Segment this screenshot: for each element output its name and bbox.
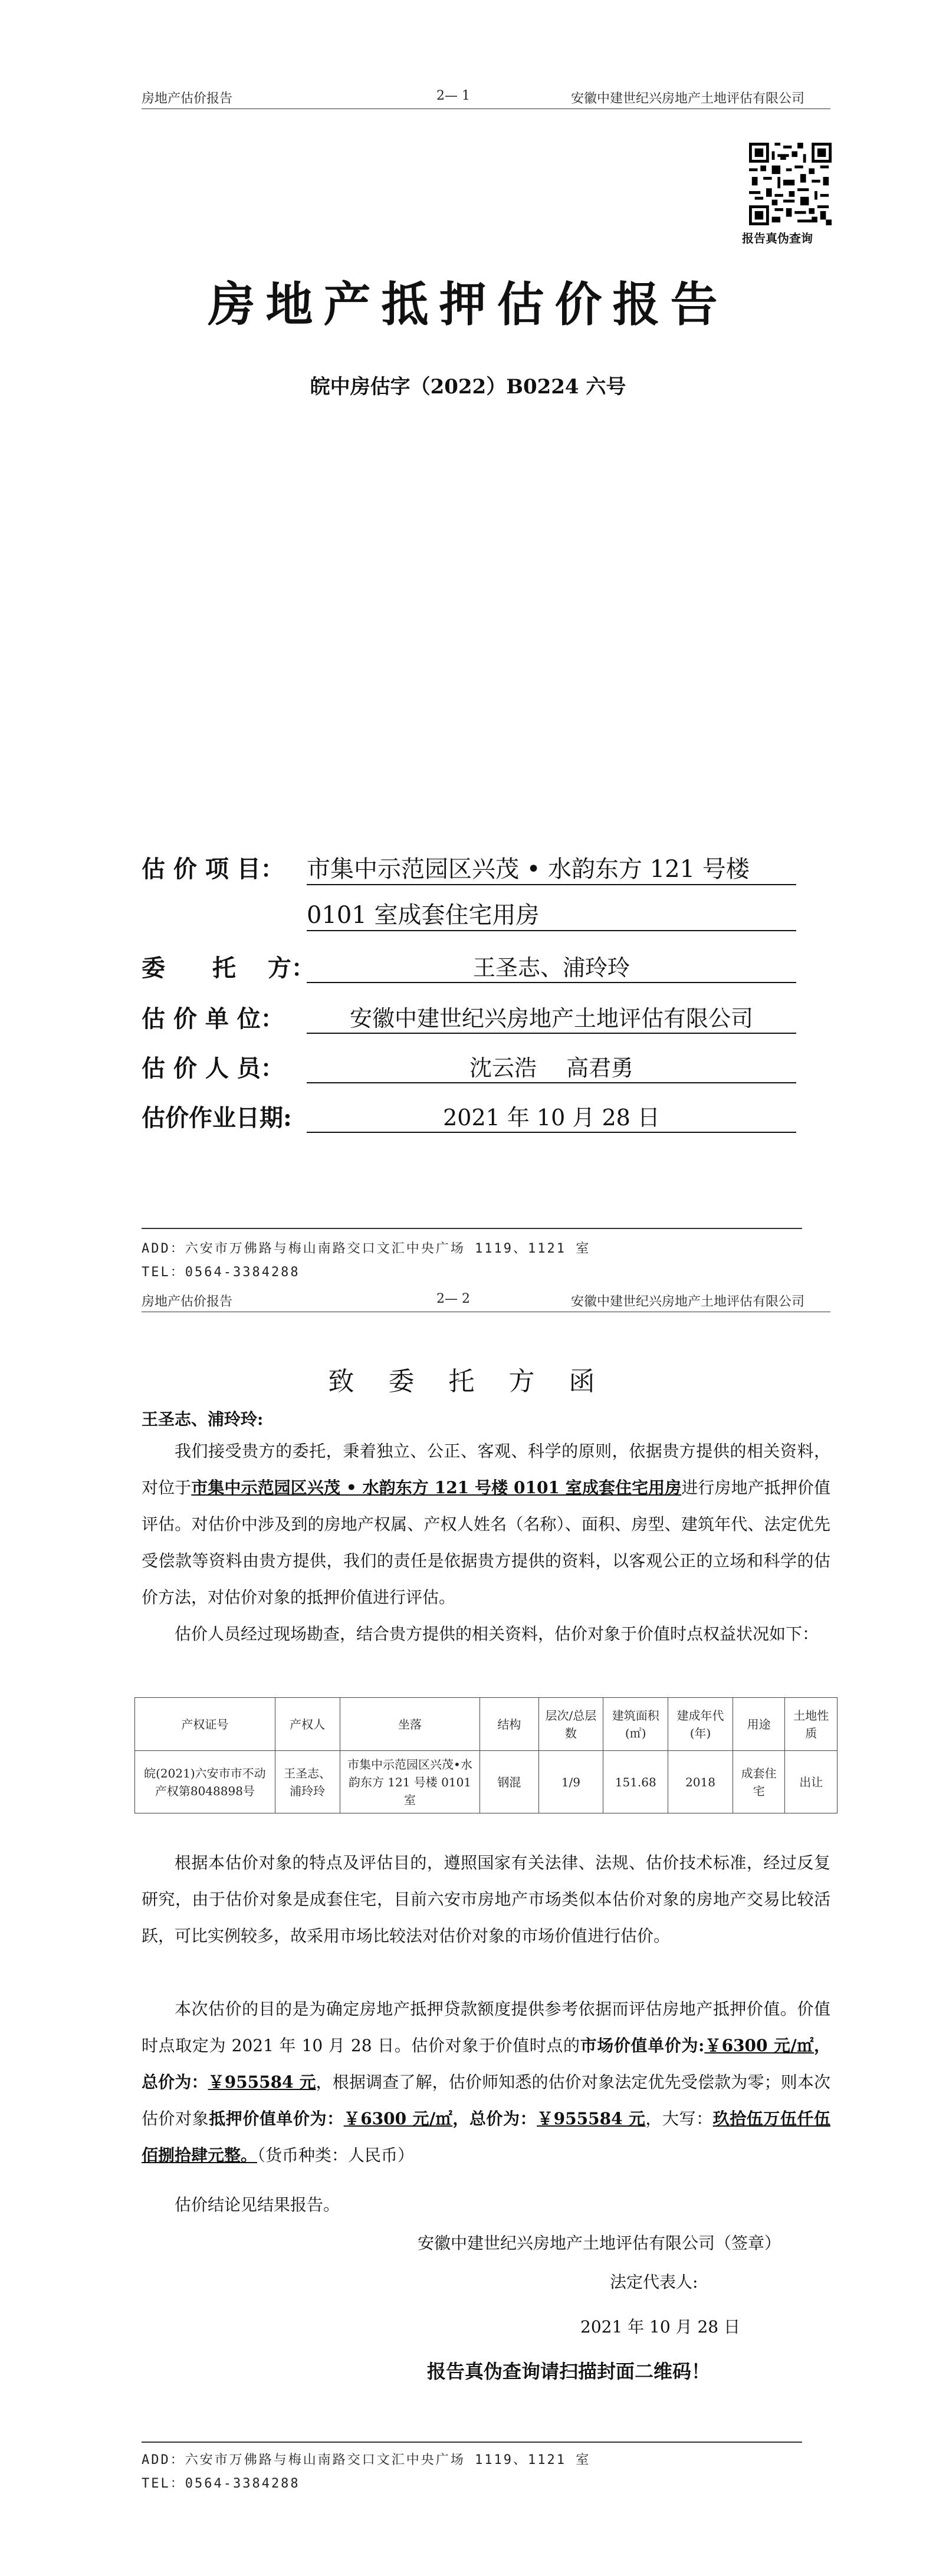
amount-in-words: 玖拾伍万伍仟伍佰捌拾肆元整。 [142, 2109, 830, 2165]
report-number: 皖中房估字（2022）B0224 六号 [310, 375, 626, 399]
mortgage-unit-price: ￥6300 元/㎡ [343, 2109, 453, 2128]
paragraph-3: 根据本估价对象的特点及评估目的，遵照国家有关法律、法规、估价技术标准，经过反复研究，由于估价对象是成套住宅，目前六安市房地产市场类似本估价对象的房地产交易比较活跃，可比实例较多，故采用市场比较法对估价对象的市场价值进行估价。 [142, 1853, 830, 1946]
footer-divider [142, 1228, 802, 1229]
p4-text: 本次估价的目的是为确定房地产抵押贷款额度提供参考依据而评估房地产抵押价值。价值时点取定为 2021 年 10 月 28 日。估价对象于价值时点的 [142, 1999, 830, 2055]
p4-text: ，根据调查了解，估价师知悉的估价对象法定优先受偿款为零 [316, 2072, 764, 2092]
date-value: 2021 年 10 月 28 日 [307, 1099, 796, 1133]
table-row [135, 1751, 838, 1813]
market-unit-price-label: 市场价值单价为: [580, 2036, 705, 2055]
table-header-cell: 建成年代(年) [668, 1698, 733, 1751]
table-cell: 151.68 [603, 1751, 668, 1813]
currency-note: （货币种类：人民币） [257, 2145, 415, 2165]
table-cell: 1/9 [538, 1751, 603, 1813]
salutation: 王圣志、浦玲玲: [142, 1409, 264, 1429]
footer-tel: TEL：0564-3384288 [142, 1265, 300, 1280]
mortgage-unit-price-label: 抵押价值单价为： [209, 2109, 344, 2128]
footer-address: ADD：六安市万佛路与梅山南路交口文汇中央广场 1119、1121 室 [142, 1241, 591, 1256]
unit-value: 安徽中建世纪兴房地产土地评估有限公司 [307, 1000, 796, 1034]
project-value-line2: 0101 室成套住宅用房 [307, 896, 796, 931]
table-cell: 成套住宅 [733, 1751, 784, 1813]
table-header-cell: 产权证号 [135, 1698, 275, 1751]
qr-code-icon [749, 143, 832, 225]
header-right: 安徽中建世纪兴房地产土地评估有限公司 [571, 91, 805, 106]
paragraph-2: 估价人员经过现场勘查，结合贵方提供的相关资料，估价对象于价值时点权益状况如下： [175, 1624, 819, 1644]
table-header-cell: 层次/总层数 [538, 1698, 603, 1751]
p4-text: ，大写： [645, 2109, 713, 2128]
verify-note: 报告真伪查询请扫描封面二维码！ [427, 2360, 711, 2383]
header-left: 房地产估价报告 [142, 91, 233, 106]
table-header-cell: 产权人 [275, 1698, 340, 1751]
table-header-cell: 用途 [733, 1698, 784, 1751]
table-cell: 市集中示范园区兴茂•水韵东方 121 号楼 0101 室 [340, 1751, 480, 1813]
table-header-cell: 土地性质 [785, 1698, 838, 1751]
footer-address: ADD：六安市万佛路与梅山南路交口文汇中央广场 1119、1121 室 [142, 2453, 591, 2467]
table-cell: 出让 [785, 1751, 838, 1813]
table-header-cell: 坐落 [340, 1698, 480, 1751]
paragraph-5: 估价结论见结果报告。 [175, 2195, 340, 2214]
footer-tel: TEL：0564-3384288 [142, 2476, 300, 2491]
header-page-number: 2— 1 [436, 88, 470, 103]
paragraph-1-rest: 进行房地产抵押价值评估。对估价中涉及到的房地产权属、产权人姓名（名称）、面积、房型、建筑年代、法定优先受偿款等资料由贵方提供，我们的责任是依据贵方提供的资料，以客观公正的立场和科学的估价方法，对估价对象的抵押价值进行评估。 [142, 1478, 830, 1607]
p4-text: ；则本次估价对象 [142, 2072, 830, 2128]
date-label: 估价作业日期: [142, 1104, 292, 1132]
table-header-cell: 建筑面积(㎡) [603, 1698, 668, 1751]
signature-date: 2021 年 10 月 28 日 [580, 2317, 741, 2337]
paragraph-1 [142, 1433, 830, 1616]
table-header-row [135, 1698, 838, 1751]
table-cell: 王圣志、浦玲玲 [275, 1751, 340, 1813]
footer-divider [142, 2442, 802, 2443]
property-address: 市集中示范园区兴茂 • 水韵东方 121 号楼 0101 室成套住宅用房 [191, 1478, 682, 1497]
header-page-number: 2— 2 [436, 1292, 470, 1306]
market-total-label: ，总价为： [142, 2036, 831, 2092]
table-header-cell: 结构 [480, 1698, 538, 1751]
client-label: 委 托 方： [142, 954, 315, 982]
signature-company: 安徽中建世纪兴房地产土地评估有限公司（签章） [418, 2233, 781, 2253]
appraiser-label: 估 价 人 员： [142, 1054, 284, 1082]
header-right: 安徽中建世纪兴房地产土地评估有限公司 [571, 1294, 805, 1309]
report-title: 房地产抵押估价报告 [208, 277, 728, 332]
qr-caption: 报告真伪查询 [742, 231, 813, 245]
letter-title: 致 委 托 方 函 [328, 1366, 608, 1397]
appraiser-value: 沈云浩 高君勇 [307, 1050, 796, 1083]
header-left: 房地产估价报告 [142, 1294, 233, 1309]
legal-representative: 法定代表人: [610, 2272, 698, 2292]
project-value-line1: 市集中示范园区兴茂 • 水韵东方 121 号楼 [307, 850, 796, 885]
paragraph-1-intro: 我们接受贵方的委托，秉着独立、公正、客观、科学的原则，依据贵方提供的相关资料，对位于 [142, 1441, 830, 1497]
client-value: 王圣志、浦玲玲 [307, 949, 796, 983]
paragraph-4 [142, 1991, 830, 2174]
project-label: 估 价 项 目： [142, 855, 284, 883]
property-table [134, 1697, 838, 1813]
unit-label: 估 价 单 位： [142, 1005, 284, 1033]
table-cell: 钢混 [480, 1751, 538, 1813]
table-cell: 皖(2021)六安市市不动产权第8048898号 [135, 1751, 275, 1813]
mortgage-total-label: ，总价为： [452, 2109, 537, 2128]
market-total-price: ￥955584 元 [208, 2072, 316, 2092]
market-unit-price: ￥6300 元/㎡ [704, 2036, 814, 2055]
mortgage-total-price: ￥955584 元 [537, 2109, 646, 2128]
table-cell: 2018 [668, 1751, 733, 1813]
